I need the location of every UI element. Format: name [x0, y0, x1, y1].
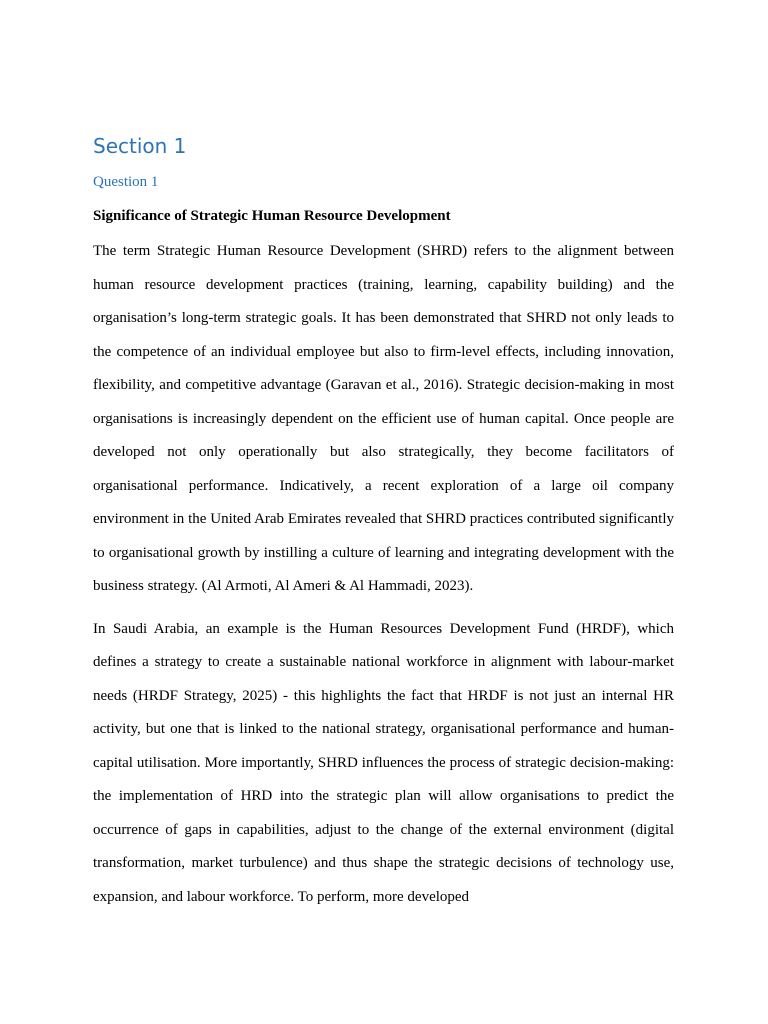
document-page — [93, 130, 674, 914]
body-paragraph-2: In Saudi Arabia, an example is the Human Resources Development Fund (HRDF), which defines a strategy to create a sustainable national workforce in alignment with labour-market needs (HRDF Strategy, 2025) - this highlights the fact that HRDF is not just an internal HR activity, but one that is linked to the national strategy, organisational performance and human-capital utilisation. More importantly, SHRD influences the process of strategic decision-making: the implementation of HRD into the strategic plan will allow organisations to predict the occurrence of gaps in capabilities, adjust to the change of the external environment (digital transformation, market turbulence) and thus shape the strategic decisions of technology use, expansion, and labour workforce. To perform, more developed — [93, 620, 674, 905]
body-paragraph-1: The term Strategic Human Resource Development (SHRD) refers to the alignment between human resource development practices (training, learning, capability building) and the organisation’s long-term strategic goals. It has been demonstrated that SHRD not only leads to the competence of an individual employee but also to firm-level effects, including innovation, flexibility, and competitive advantage (Garavan et al., 2016). Strategic decision-making in most organisations is increasingly dependent on the efficient use of human capital. Once people are developed not only operationally but also strategically, they become facilitators of organisational performance. Indicatively, a recent exploration of a large oil company environment in the United Arab Emirates revealed that SHRD practices contributed significantly to organisational growth by instilling a culture of learning and integrating development with the business strategy. (Al Armoti, Al Ameri & Al Hammadi, 2023). — [93, 243, 674, 594]
subsection-title: Significance of Strategic Human Resource Development — [93, 208, 451, 224]
question-heading: Question 1 — [93, 174, 159, 190]
section-heading: Section 1 — [93, 134, 187, 158]
